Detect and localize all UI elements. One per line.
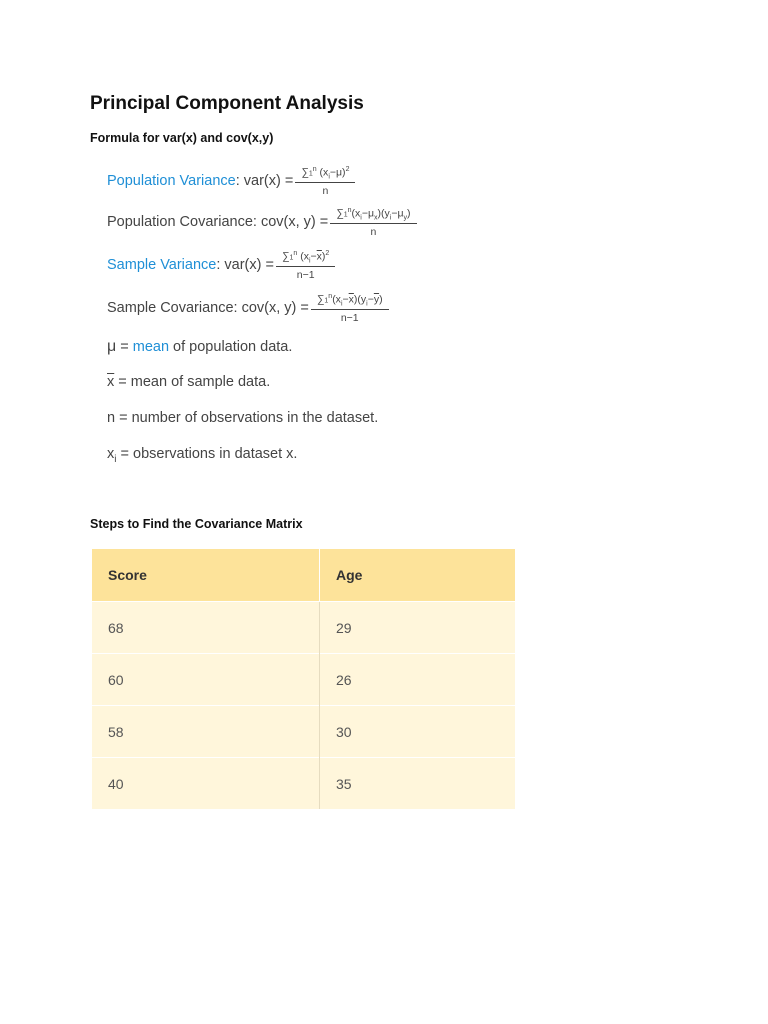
- sample-covariance-fraction: $\frac{\sum 1^n(x_i-\overline{x})(y_i-\overline{y})}{n-1}$: [314, 293, 386, 324]
- table-row: [92, 758, 515, 810]
- xi-symbol: x: [107, 446, 115, 462]
- table-row: [92, 602, 515, 654]
- column-header-age: Age: [320, 549, 516, 602]
- xbar-symbol: $\overline{x}$: [107, 374, 115, 390]
- formula-heading: Formula for var(x) and cov(x,y): [90, 131, 274, 145]
- xi-definition: [107, 446, 297, 465]
- xbar-definition-text: = mean of sample data.: [114, 374, 271, 390]
- population-variance-fraction: $\frac{\sum 1^n (x_i-\mu)^2}{n}$: [298, 166, 352, 197]
- sample-covariance-lhs: Sample Covariance: cov(x, y) =: [107, 300, 309, 317]
- population-variance-formula: [107, 166, 352, 197]
- column-header-score: Score: [92, 549, 320, 602]
- cell-age: 26: [320, 654, 516, 706]
- cell-score: 40: [92, 758, 320, 810]
- table-row: [92, 706, 515, 758]
- mu-equals: =: [116, 339, 133, 355]
- steps-heading: Steps to Find the Covariance Matrix: [90, 517, 303, 531]
- population-variance-link[interactable]: Population Variance: [107, 173, 236, 190]
- cell-age: 29: [320, 602, 516, 654]
- mu-definition-text: of population data.: [169, 339, 293, 355]
- table-row: [92, 654, 515, 706]
- sample-variance-formula: [107, 250, 332, 281]
- cell-score: 68: [92, 602, 320, 654]
- sample-variance-link[interactable]: Sample Variance: [107, 257, 217, 274]
- sample-covariance-formula: [107, 293, 386, 324]
- sample-variance-fraction: $\frac{\sum 1^n (x_i-\overline{x})^2}{n-1}$: [279, 250, 332, 281]
- population-variance-lhs: : var(x) =: [235, 173, 294, 190]
- mean-link[interactable]: mean: [132, 339, 170, 355]
- n-definition: n = number of observations in the dataset.: [107, 410, 379, 426]
- cell-score: 60: [92, 654, 320, 706]
- table-header-row: [92, 549, 515, 602]
- page-title: Principal Component Analysis: [90, 93, 364, 114]
- population-covariance-lhs: Population Covariance: cov(x, y) =: [107, 214, 329, 231]
- xi-definition-text: = observations in dataset x.: [116, 446, 298, 462]
- mu-definition: [107, 338, 292, 356]
- population-covariance-formula: [107, 207, 414, 238]
- cell-score: 58: [92, 706, 320, 758]
- cell-age: 30: [320, 706, 516, 758]
- xi-subscript: i: [114, 453, 117, 465]
- xbar-definition: [107, 374, 270, 390]
- sample-variance-lhs: : var(x) =: [216, 257, 274, 274]
- score-age-table: [92, 549, 515, 809]
- cell-age: 35: [320, 758, 516, 810]
- population-covariance-fraction: $\frac{\sum 1^n(x_i-\mu_x)(y_i-\mu_y)}{n}$: [333, 207, 413, 238]
- mu-symbol: μ: [107, 338, 117, 355]
